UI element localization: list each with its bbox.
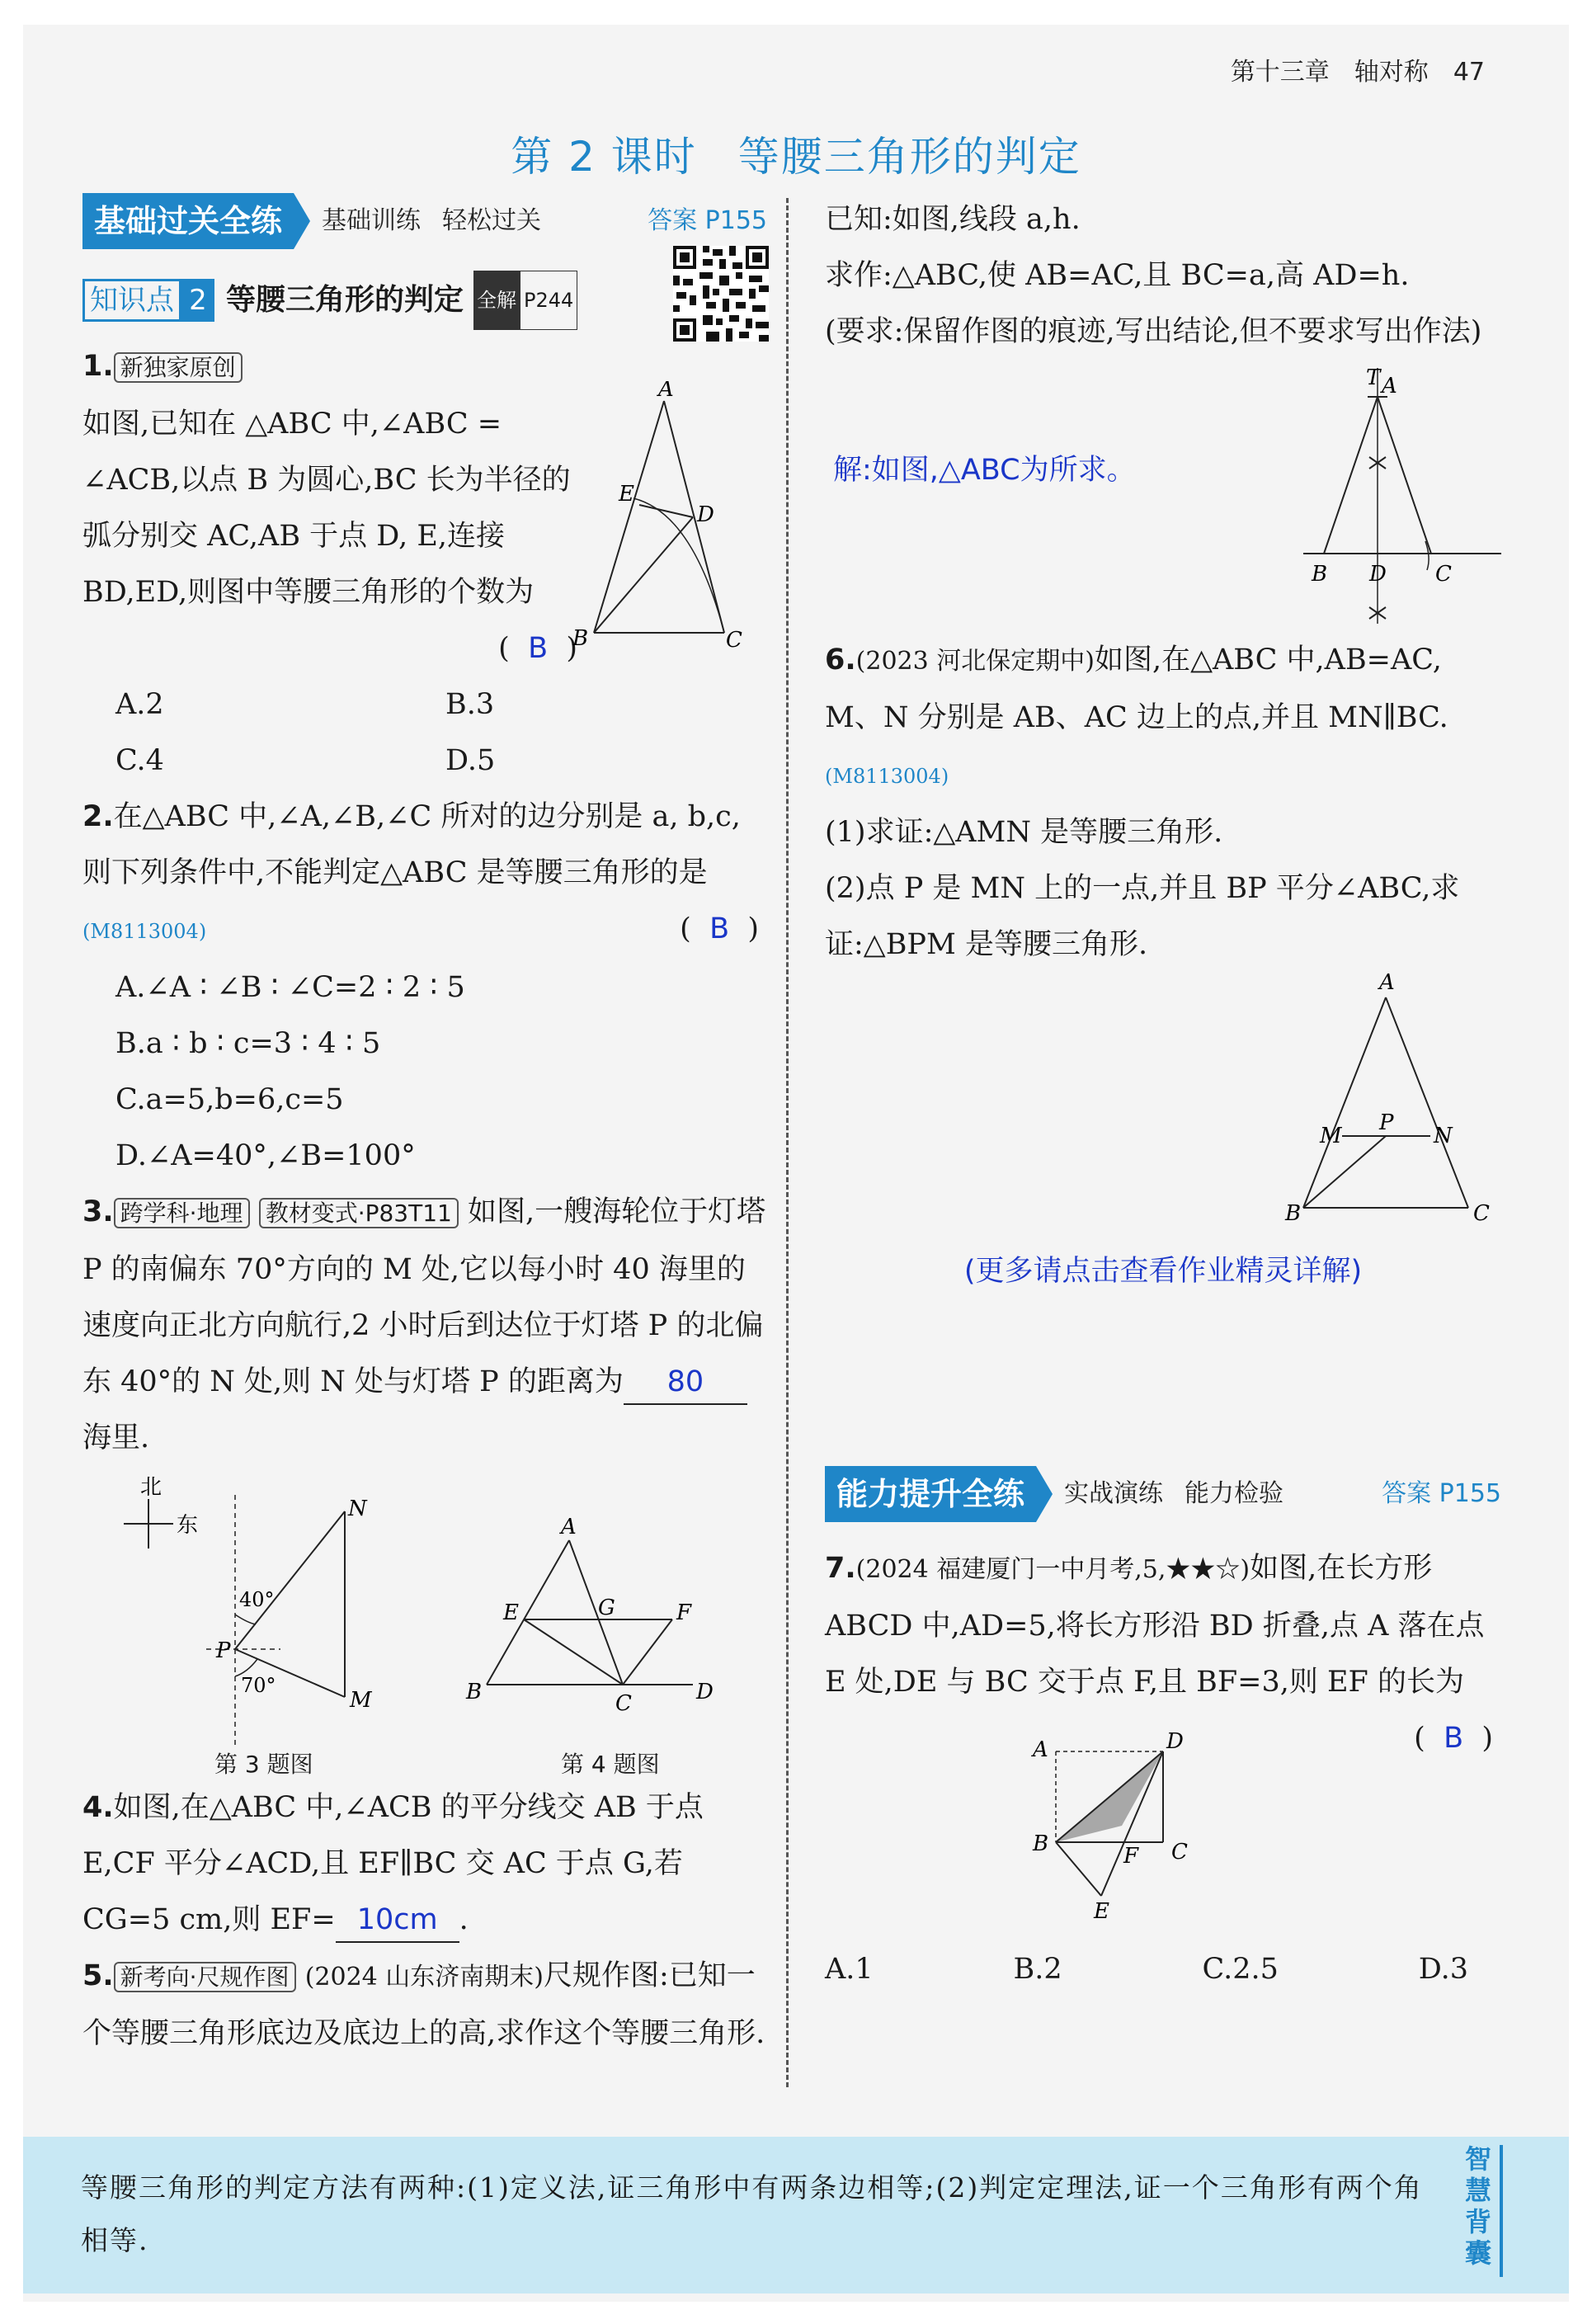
question-6 bbox=[825, 632, 1501, 973]
q3-unit: 海里. bbox=[82, 1421, 150, 1454]
knowledge-number: 2 bbox=[181, 279, 214, 322]
section2-sub2: 能力检验 bbox=[1185, 1479, 1284, 1508]
q2-option-d[interactable]: D.∠A=40°,∠B=100° bbox=[115, 1139, 416, 1172]
fig6-label-a: A bbox=[1379, 973, 1395, 995]
fig6-label-m: M bbox=[1320, 1124, 1342, 1148]
fig5-label-d: D bbox=[1369, 562, 1387, 587]
fig1-label-d: D bbox=[697, 502, 714, 527]
q3-tag1: 跨学科·地理 bbox=[114, 1198, 250, 1228]
answer2-page-link[interactable]: 答案 P155 bbox=[1382, 1479, 1501, 1508]
q2-text: 在△ABC 中,∠A,∠B,∠C 所对的边分别是 a, b,c,则下列条件中,不能判定△ABC 是等腰三角形的是 bbox=[82, 800, 741, 889]
q5-number: 5. bbox=[82, 1959, 114, 1992]
q7-option-c[interactable]: C.2.5 bbox=[1202, 1953, 1279, 1986]
figure-q6-wrap bbox=[825, 973, 1501, 1237]
question-5 bbox=[82, 1948, 767, 2062]
q6-text: 如图,在△ABC 中,AB=AC, M、N 分别是 AB、AC 边上的点,并且 MN∥BC. bbox=[825, 643, 1448, 734]
lesson-topic: 等腰三角形的判定 bbox=[737, 133, 1081, 181]
figure-q6 bbox=[1270, 973, 1501, 1228]
fig7-label-d: D bbox=[1166, 1729, 1184, 1754]
q6-source: (2023 河北保定期中) bbox=[855, 647, 1095, 676]
q1-answer-bracket: ( B ) bbox=[498, 632, 577, 665]
q1-option-c[interactable]: C.4 bbox=[115, 744, 164, 777]
q5-task: 求作:△ABC,使 AB=AC,且 BC=a,高 AD=h. bbox=[825, 259, 1410, 292]
fig1-label-b: B bbox=[572, 626, 589, 651]
fig7-label-f: F bbox=[1123, 1844, 1139, 1869]
fig7-label-b: B bbox=[1033, 1831, 1049, 1856]
page-header bbox=[1231, 51, 1485, 87]
question-4: 4.如图,在△ABC 中,∠ACB 的平分线交 AB 于点 E,CF 平分∠ACD,且 EF∥BC 交 AC 于点 G,若 CG=5 cm,则 EF= 10cm . bbox=[82, 1780, 767, 1948]
q1-number: 1. bbox=[82, 350, 114, 383]
left-column bbox=[82, 191, 767, 2062]
fig5-label-a: A bbox=[1382, 374, 1397, 398]
fig3-label-p: P bbox=[216, 1638, 231, 1663]
section2-sub1: 实战演练 bbox=[1064, 1479, 1164, 1508]
knowledge-title: 等腰三角形的判定 bbox=[226, 283, 464, 317]
tip-text: 等腰三角形的判定方法有两种:(1)定义法,证三角形中有两条边相等;(2)判定定理法,证一个三角形有两个角相等. bbox=[81, 2171, 1423, 2256]
q7-options bbox=[825, 1941, 1501, 1997]
knowledge-label: 知识点 bbox=[82, 279, 181, 322]
q2-answer: B bbox=[709, 912, 730, 945]
q2-option-b[interactable]: B.a ∶ b ∶ c=3 ∶ 4 ∶ 5 bbox=[115, 1027, 381, 1060]
section-banner-basic bbox=[82, 191, 767, 251]
q1-option-d[interactable]: D.5 bbox=[445, 744, 496, 777]
section2-tag: 能力提升全练 bbox=[825, 1466, 1036, 1522]
full-solution-badge: 全解 bbox=[473, 271, 520, 330]
question-2 bbox=[82, 789, 767, 1184]
chapter-title: 第十三章 轴对称 bbox=[1230, 58, 1429, 87]
fig6-label-n: N bbox=[1434, 1124, 1453, 1148]
q4-answer-blank[interactable] bbox=[336, 1898, 459, 1943]
q3-answer: 80 bbox=[666, 1365, 704, 1398]
full-solution-page: P244 bbox=[520, 271, 577, 330]
fig1-label-c: C bbox=[726, 628, 742, 653]
q5-solution-area bbox=[825, 360, 1501, 632]
q1-tag: 新独家原创 bbox=[114, 352, 243, 383]
fig5-label-b: B bbox=[1312, 562, 1328, 587]
q7-text: 如图,在长方形 ABCD 中,AD=5,将长方形沿 BD 折叠,点 A 落在点 E 处,DE 与 BC 交于点 F,且 BF=3,则 EF 的长为 bbox=[825, 1552, 1485, 1699]
fig5-label-t: T bbox=[1366, 365, 1381, 390]
section-banner-advanced bbox=[825, 1464, 1501, 1524]
fig6-label-c: C bbox=[1473, 1201, 1490, 1226]
chevron-right-icon bbox=[1036, 1466, 1053, 1522]
q2-option-a[interactable]: A.∠A ∶ ∠B ∶ ∠C=2 ∶ 2 ∶ 5 bbox=[115, 971, 465, 1004]
section-sub2: 轻松过关 bbox=[442, 206, 542, 235]
fig4-caption: 第 4 题图 bbox=[561, 1751, 660, 1778]
fig3-angle-70: 70° bbox=[241, 1674, 276, 1697]
q2-ref: (M8113004) bbox=[82, 920, 207, 943]
q4-answer: 10cm bbox=[356, 1903, 438, 1936]
fig4-label-d: D bbox=[696, 1680, 714, 1704]
fig3-east: 东 bbox=[177, 1513, 199, 1538]
fig1-label-e: E bbox=[619, 482, 634, 507]
q7-option-a[interactable]: A.1 bbox=[825, 1953, 874, 1986]
q2-number: 2. bbox=[82, 800, 114, 833]
question-1 bbox=[82, 338, 767, 789]
q2-option-c[interactable]: C.a=5,b=6,c=5 bbox=[115, 1083, 344, 1116]
fig4-label-f: F bbox=[676, 1600, 692, 1625]
q7-option-d[interactable]: D.3 bbox=[1418, 1953, 1468, 1986]
section-tag: 基础过关全练 bbox=[82, 193, 294, 249]
q5-solution: 解:如图,△ABC为所求。 bbox=[833, 454, 1136, 487]
tip-side-label: 智慧背囊 bbox=[1464, 2143, 1491, 2269]
chevron-right-icon bbox=[294, 193, 310, 249]
fig4-label-e: E bbox=[503, 1600, 519, 1625]
figure-q3 bbox=[115, 1474, 445, 1747]
q4-text: 如图,在△ABC 中,∠ACB 的平分线交 AB 于点 E,CF 平分∠ACD,且 EF∥BC 交 AC 于点 G,若 CG=5 cm,则 EF= bbox=[82, 1791, 704, 1936]
fig3-label-n: N bbox=[348, 1497, 367, 1521]
fig7-label-a: A bbox=[1033, 1737, 1048, 1762]
tip-box bbox=[23, 2137, 1569, 2293]
fig4-label-g: G bbox=[598, 1596, 615, 1620]
lesson-title bbox=[0, 124, 1592, 183]
q7-number: 7. bbox=[825, 1552, 856, 1585]
fig7-label-e: E bbox=[1094, 1899, 1109, 1924]
q3-text: 如图,一艘海轮位于灯塔 P 的南偏东 70°方向的 M 处,它以每小时 40 海里的速度向正北方向航行,2 小时后到达位于灯塔 P 的北偏东 40°的 N 处,则 N 处与灯塔 P 的距离为 bbox=[82, 1195, 766, 1398]
q5-text: 尺规作图:已知一个等腰三角形底边及底边上的高,求作这个等腰三角形. bbox=[82, 1959, 765, 2050]
fig5-label-c: C bbox=[1435, 562, 1452, 587]
figure-q1 bbox=[561, 381, 767, 662]
q1-answer: B bbox=[528, 632, 549, 665]
fig6-label-b: B bbox=[1285, 1201, 1302, 1226]
q3-tag2: 教材变式·P83T11 bbox=[259, 1198, 459, 1228]
q6-part1: (1)求证:△AMN 是等腰三角形. bbox=[825, 816, 1223, 849]
figure-q7-wrap bbox=[825, 1710, 1501, 1941]
q1-options-row2 bbox=[82, 733, 767, 789]
column-divider bbox=[786, 198, 789, 2087]
fig3-north: 北 bbox=[140, 1475, 162, 1500]
fig7-label-c: C bbox=[1171, 1840, 1188, 1864]
question-7 bbox=[825, 1540, 1501, 1755]
q6-number: 6. bbox=[825, 643, 856, 676]
q4-number: 4. bbox=[82, 1791, 114, 1824]
figure-q7 bbox=[1015, 1718, 1312, 1941]
lesson-number: 第 2 课时 bbox=[511, 133, 697, 181]
q1-option-a[interactable]: A.2 bbox=[115, 688, 164, 721]
question-3 bbox=[82, 1184, 767, 1466]
q5-known: 已知:如图,线段 a,h. bbox=[825, 203, 1081, 236]
q6-part2: (2)点 P 是 MN 上的一点,并且 BP 平分∠ABC,求证:△BPM 是等腰三角形. bbox=[825, 872, 1460, 961]
page-number: 47 bbox=[1453, 58, 1485, 87]
q3-number: 3. bbox=[82, 1195, 114, 1228]
q7-option-b[interactable]: B.2 bbox=[1013, 1953, 1062, 1986]
fig4-label-c: C bbox=[615, 1691, 632, 1716]
section-sub1: 基础训练 bbox=[322, 206, 422, 235]
more-details-link[interactable]: (更多请点击查看作业精灵详解) bbox=[963, 1255, 1363, 1288]
q1-option-b[interactable]: B.3 bbox=[445, 688, 495, 721]
right-column bbox=[825, 191, 1501, 1997]
q7-answer: B bbox=[1444, 1722, 1464, 1755]
q5-requirement: (要求:保留作图的痕迹,写出结论,但不要求写出作法) bbox=[825, 315, 1482, 348]
tip-side-bar bbox=[1500, 2145, 1503, 2277]
q5-tag: 新考向·尺规作图 bbox=[114, 1962, 296, 1992]
knowledge-point-header bbox=[82, 267, 767, 333]
qr-code-icon[interactable] bbox=[673, 246, 769, 342]
fig6-label-p: P bbox=[1379, 1110, 1394, 1135]
q3-answer-blank[interactable] bbox=[624, 1360, 747, 1405]
figures-3-4 bbox=[82, 1474, 767, 1780]
q5-source: (2024 山东济南期末) bbox=[304, 1963, 544, 1992]
q1-options-row1 bbox=[82, 676, 767, 733]
figure-q5-construction bbox=[1287, 360, 1510, 632]
q1-text: 如图,已知在 △ABC 中,∠ABC = ∠ACB,以点 B 为圆心,BC 长为半径的弧分别交 AC,AB 于点 D, E,连接 BD,ED,则图中等腰三角形的个数为 bbox=[82, 408, 571, 609]
q2-answer-bracket: ( B ) bbox=[680, 912, 759, 945]
fig3-label-m: M bbox=[350, 1688, 372, 1713]
fig3-angle-40: 40° bbox=[239, 1588, 275, 1611]
fig4-label-a: A bbox=[561, 1516, 577, 1539]
answer-page-link[interactable]: 答案 P155 bbox=[648, 206, 767, 235]
fig1-label-a: A bbox=[658, 381, 674, 402]
fig3-caption: 第 3 题图 bbox=[214, 1751, 313, 1778]
fig4-label-b: B bbox=[466, 1680, 483, 1704]
q6-ref: (M8113004) bbox=[825, 765, 949, 788]
q7-source: (2024 福建厦门一中月考,5,★★☆) bbox=[855, 1555, 1251, 1584]
figure-q4 bbox=[462, 1516, 742, 1747]
q7-answer-bracket: ( B ) bbox=[1414, 1722, 1493, 1755]
